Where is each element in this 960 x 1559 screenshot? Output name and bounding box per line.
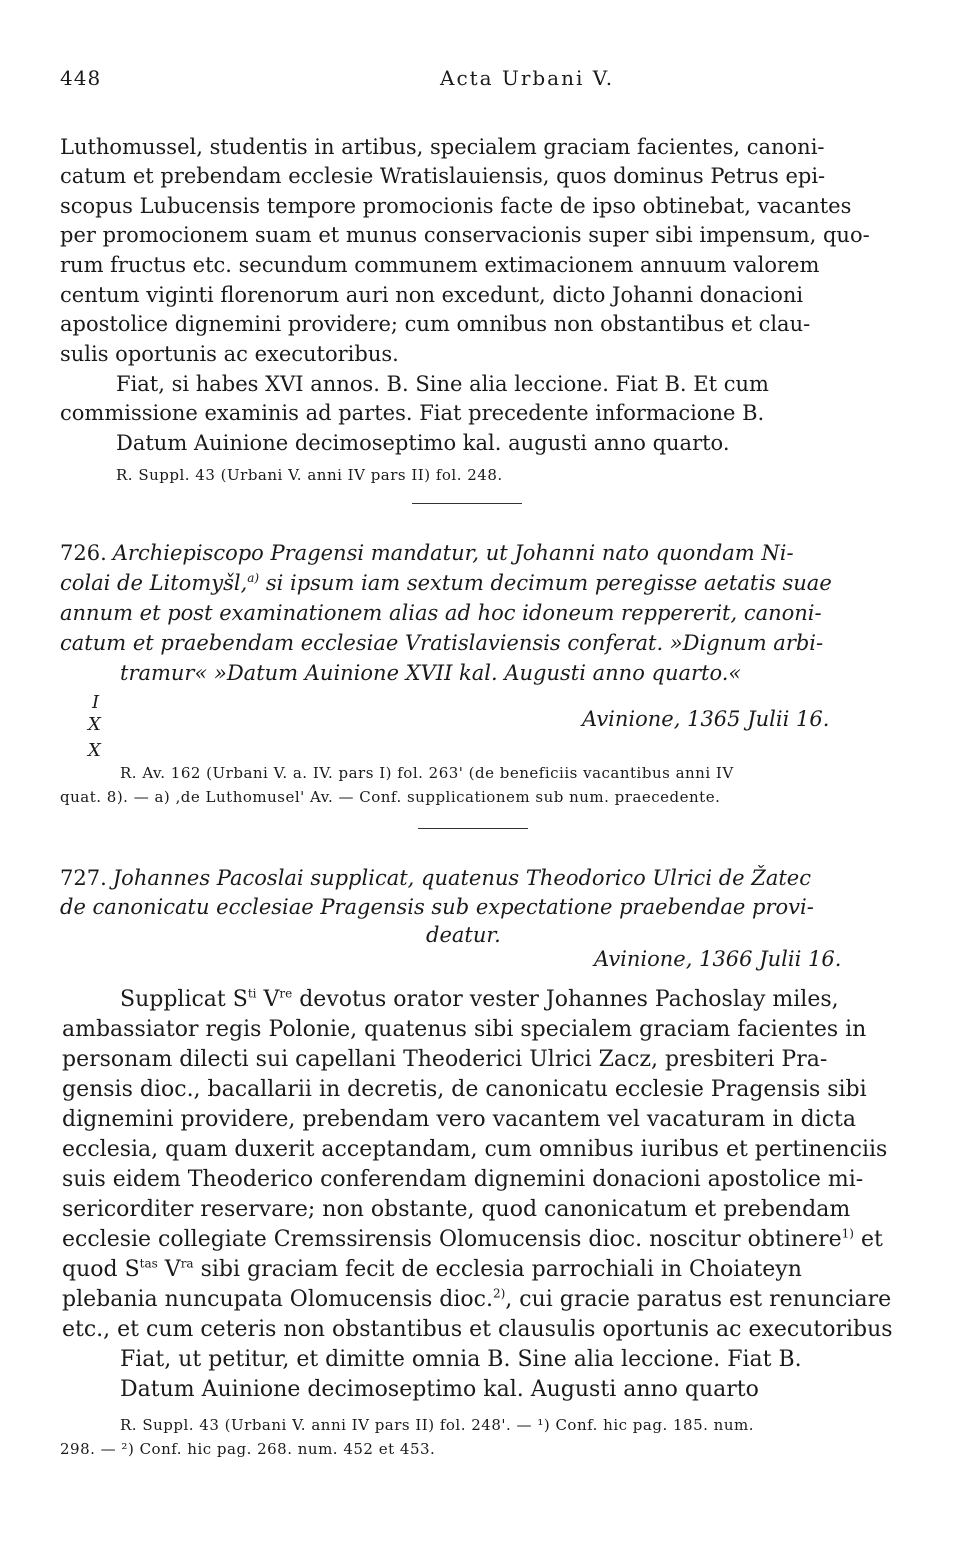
footnote-marker: a) [247,571,260,585]
body-line: suis eidem Theoderico conferendam dignemini donacioni apostolice mi- [62,1167,864,1192]
footnote-marker: 2) [492,1286,506,1301]
regest-line: Archiepiscopo Pragensi mandatur, ut Johanni nato quondam Ni- [112,541,794,565]
footnote-marker: 1) [841,1226,854,1241]
margin-mark: X [88,714,101,735]
text-line: scopus Lubucensis tempore promocionis facte de ipso obtinebat, vacantes [60,194,852,218]
text-line: apostolice dignemini providere; cum omnibus non obstantibus et clau- [60,312,811,336]
body-line: dignemini providere, prebendam vero vacantem vel vacaturam in dicta [62,1107,856,1132]
body-line [62,1286,891,1314]
body-line: sericorditer reservare; non obstante, quod canonicatum et prebendam [62,1197,851,1222]
superscript: re [279,986,293,1001]
body-text: et [853,1227,883,1252]
superscript: ra [180,1256,194,1271]
body-text: sibi graciam fecit de ecclesia parrochiali in Choiateyn [193,1257,802,1282]
body-line: ambassiator regis Polonie, quatenus sibi specialem graciam facientes in [62,1017,867,1042]
entry-number: 726. [60,541,107,565]
regest-line: annum et post examinationem alias ad hoc idoneum reppererit, canoni- [60,601,822,625]
body-text: devotus orator vester Johannes Pachoslay miles, [292,987,839,1012]
body-text: plebania nuncupata Olomucensis dioc. [62,1287,493,1312]
separator-rule [412,503,522,504]
text-line: per promocionem suam et munus conservacionis super sibi impensum, quo- [60,223,870,247]
place-date: Avinione, 1366 Julii 16. [594,947,842,971]
text-line: Datum Auinione decimoseptimo kal. augusti anno quarto. [116,431,730,455]
source-citation: R. Suppl. 43 (Urbani V. anni IV pars II) fol. 248'. — ¹) Conf. hic pag. 185. num. [120,1416,754,1434]
regest-text: colai de Litomyšl, [60,571,248,595]
body-text: , cui gracie paratus est renunciare [505,1287,892,1312]
page-number: 448 [60,66,102,90]
text-line: Luthomussel, studentis in artibus, specialem graciam facientes, canoni- [60,135,825,159]
text-line: catum et prebendam ecclesie Wratislauiensis, quos dominus Petrus epi- [60,164,826,188]
regest-line: Johannes Pacoslai supplicat, quatenus Theodorico Ulrici de Žatec [112,866,811,890]
text-line: rum fructus etc. secundum communem extimacionem annuum valorem [60,253,820,277]
regest-text: si ipsum iam sextum decimum peregisse aetatis suae [265,571,832,595]
body-line [62,1256,802,1284]
place-date: Avinione, 1365 Julii 16. [582,707,830,731]
page-header [60,66,900,94]
body-line: ecclesia, quam duxerit acceptandam, cum omnibus iuribus et pertinenciis [62,1137,888,1162]
body-text: V [256,987,280,1012]
body-line: etc., et cum ceteris non obstantibus et clausulis oportunis ac executoribus [62,1317,893,1342]
closing-line: Datum Auinione decimoseptimo kal. Augusti anno quarto [120,1377,759,1402]
text-line: commissione examinis ad partes. Fiat precedente informacione B. [60,401,765,425]
body-line: personam dilecti sui capellani Theoderici Ulrici Zacz, presbiteri Pra- [62,1047,828,1072]
text-line: centum viginti florenorum auri non excedunt, dicto Johanni donacioni [60,283,804,307]
source-citation: R. Suppl. 43 (Urbani V. anni IV pars II) fol. 248. [116,466,503,484]
regest-line: deatur. [426,923,501,947]
running-title: Acta Urbani V. [440,66,615,90]
regest-line [60,570,832,596]
regest-line: tramur« »Datum Auinione XVII kal. Augusti anno quarto.« [120,661,742,685]
body-text: Supplicat S [120,987,248,1012]
margin-mark: I [92,692,100,713]
entry-number: 727. [60,866,107,890]
text-line: Fiat, si habes XVI annos. B. Sine alia leccione. Fiat B. Et cum [116,372,769,396]
body-text: quod S [62,1257,140,1282]
regest-line: catum et praebendam ecclesiae Vratislaviensis conferat. »Dignum arbi- [60,631,824,655]
closing-line: Fiat, ut petitur, et dimitte omnia B. Sine alia leccione. Fiat B. [120,1347,802,1372]
body-line: gensis dioc., bacallarii in decretis, de canonicatu ecclesie Pragensis sibi [62,1077,867,1102]
superscript: ti [247,986,257,1001]
separator-rule [418,828,528,829]
body-line [62,1226,883,1254]
margin-mark: X [88,740,101,761]
body-line [120,986,839,1014]
body-text: ecclesie collegiate Cremssirensis Olomucensis dioc. noscitur obtinere [62,1227,842,1252]
body-text: V [157,1257,181,1282]
source-citation: quat. 8). — a) ‚de Luthomusel' Av. — Conf. supplicationem sub num. praecedente. [60,788,721,806]
source-citation: R. Av. 162 (Urbani V. a. IV. pars I) fol. 263' (de beneficiis vacantibus anni IV [120,764,734,782]
text-line: sulis oportunis ac executoribus. [60,342,399,366]
regest-line: de canonicatu ecclesiae Pragensis sub expectatione praebendae provi- [60,895,814,919]
superscript: tas [139,1256,158,1271]
source-citation: 298. — ²) Conf. hic pag. 268. num. 452 et 453. [60,1440,436,1458]
